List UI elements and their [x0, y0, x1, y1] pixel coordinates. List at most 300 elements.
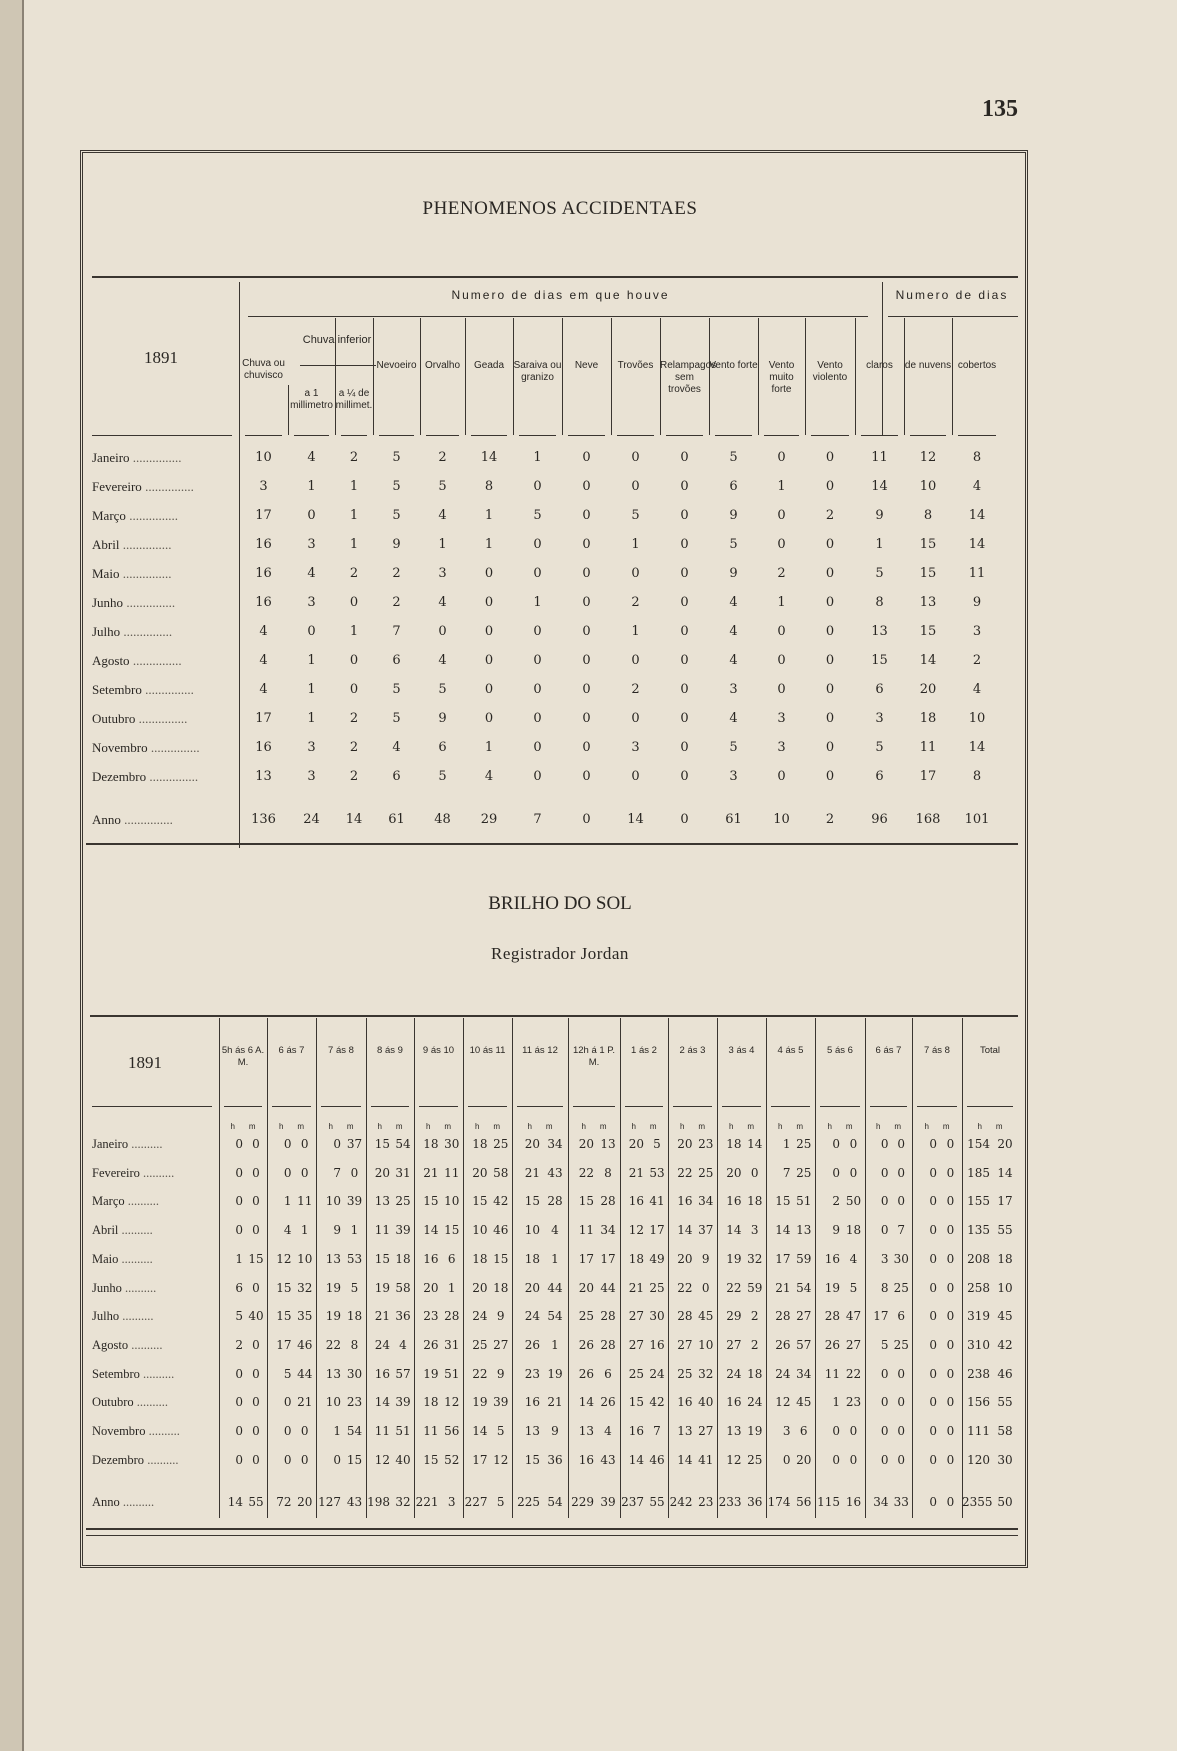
leader-dots: ............... [123, 595, 176, 610]
table2-hours: 1 [782, 1137, 791, 1151]
table2-minutes: 12 [493, 1452, 509, 1467]
table2-minutes: 44 [600, 1280, 616, 1295]
table2-minutes: 12 [444, 1395, 460, 1410]
table1-cell: 0 [825, 682, 835, 697]
table2-hours: 11 [824, 1366, 840, 1381]
table2-top-rule [90, 1015, 1018, 1017]
table1-cell: 4 [484, 769, 494, 784]
table2-hours: 22 [578, 1165, 594, 1180]
table2-minutes: 22 [845, 1366, 862, 1381]
table2-hours: 15 [472, 1194, 488, 1209]
table2-minutes: 25 [649, 1280, 665, 1295]
table2-hours: 10 [472, 1223, 488, 1238]
table1-column-header: Orvalho [424, 360, 460, 371]
table2-minutes: 25 [493, 1137, 509, 1151]
table2-subtitle: Registrador Jordan [491, 944, 629, 963]
table2-minutes: 25 [747, 1452, 763, 1467]
table2-minutes: 32 [297, 1280, 313, 1295]
table2-minutes: 18 [395, 1251, 411, 1266]
page-number: 135 [982, 96, 1018, 122]
table1-cell: 17 [255, 508, 272, 523]
table2-hours: 242 [669, 1495, 693, 1510]
unit-m: m [942, 1122, 950, 1131]
table1-cell: 0 [484, 653, 494, 668]
column-divider [465, 318, 466, 435]
table2-minutes: 15 [493, 1251, 509, 1266]
table2-hours: 11 [374, 1223, 390, 1238]
unit-h: h [777, 1122, 783, 1131]
table2-minutes: 11 [297, 1194, 313, 1209]
table1-cell: 96 [871, 812, 888, 827]
table1-cell: 6 [875, 769, 884, 784]
table2-hours: 14 [472, 1424, 488, 1438]
month-name: Abril [92, 537, 120, 552]
table1-cell: 29 [480, 812, 498, 827]
header-underline [910, 435, 946, 436]
table1-cell: 168 [915, 812, 941, 827]
table1-cell: 13 [255, 769, 272, 784]
table2-hours: 0 [929, 1495, 937, 1510]
table1-cell: 13 [871, 624, 888, 639]
table2-hours: 111 [967, 1424, 990, 1438]
table2-hours: 2355 [962, 1495, 993, 1510]
table1-cell: 2 [631, 595, 640, 610]
table1-cell: 1 [438, 537, 447, 552]
table2-hours: 17 [775, 1251, 791, 1266]
table1-cell: 0 [825, 653, 835, 668]
month-name: Março [92, 1194, 125, 1209]
table2-minutes: 0 [252, 1194, 260, 1209]
header-underline [722, 1106, 761, 1107]
table2-hours: 0 [235, 1366, 243, 1381]
table1-cell: 4 [729, 595, 738, 610]
table2-month-label [92, 1133, 162, 1155]
table1-cell: 4 [259, 682, 268, 697]
table2-hours: 18 [472, 1251, 488, 1266]
table1-column-header: Saraiva ou granizo [513, 360, 562, 383]
table1-cell: 1 [777, 479, 786, 494]
table2-minutes: 1 [300, 1223, 309, 1238]
table2-hours: 0 [929, 1395, 937, 1410]
table1-cell: 0 [533, 769, 542, 784]
table2-hours: 5 [283, 1366, 292, 1381]
table2-minutes: 15 [444, 1223, 460, 1238]
table2-minutes: 0 [300, 1424, 309, 1438]
table2-hours: 28 [677, 1309, 693, 1324]
table2-minutes: 27 [493, 1337, 509, 1352]
table2-minutes: 14 [997, 1165, 1013, 1180]
month-name: Junho [92, 595, 124, 610]
leader-dots: ............... [146, 769, 199, 784]
table1-cell: 0 [777, 624, 786, 639]
table2-hours: 14 [578, 1395, 594, 1410]
unit-h: h [679, 1122, 685, 1131]
table2-minutes: 0 [252, 1280, 260, 1295]
table2-hours: 9 [832, 1223, 840, 1238]
table2-hours: 11 [374, 1424, 390, 1438]
table2-hours: 15 [374, 1137, 390, 1151]
subgroup-underline [300, 365, 376, 366]
table2-minutes: 0 [897, 1424, 906, 1438]
table1-cell: 7 [392, 624, 401, 639]
table2-minutes: 0 [252, 1366, 260, 1381]
leader-dots: .......... [128, 1337, 163, 1352]
header-underline [967, 1106, 1013, 1107]
table2-month-label [92, 1219, 153, 1241]
table2-hours: 115 [817, 1495, 840, 1510]
table2-minutes: 0 [946, 1452, 955, 1467]
table2-hours: 14 [677, 1223, 693, 1238]
table2-hours: 24 [524, 1309, 540, 1324]
table1-cell: 0 [582, 711, 591, 726]
table2-minutes: 23 [698, 1495, 714, 1510]
table2-minutes: 36 [395, 1309, 411, 1324]
table2-minutes: 59 [796, 1251, 812, 1266]
table2-hours: 0 [782, 1452, 791, 1467]
table2-minutes: 0 [897, 1137, 906, 1151]
table1-cell: 16 [255, 740, 272, 755]
table1-cell: 0 [533, 479, 542, 494]
table2-minutes: 36 [747, 1495, 763, 1510]
table2-hours: 208 [967, 1251, 990, 1266]
leader-dots: .......... [128, 1137, 163, 1151]
table2-hours: 0 [880, 1137, 889, 1151]
table2-minutes: 11 [444, 1165, 460, 1180]
table2-minutes: 54 [547, 1495, 563, 1510]
table2-month-label [92, 1420, 180, 1442]
table1-cell: 5 [875, 566, 884, 581]
table2-hours: 16 [374, 1366, 390, 1381]
table2-minutes: 44 [547, 1280, 563, 1295]
table1-cell: 0 [484, 566, 494, 581]
table2-minutes: 4 [551, 1223, 559, 1238]
table2-minutes: 21 [297, 1395, 313, 1410]
unit-h: h [377, 1122, 382, 1131]
table2-minutes: 5 [653, 1137, 661, 1151]
table2-minutes: 0 [701, 1280, 710, 1295]
table1-cell: 5 [875, 740, 884, 755]
table2-minutes: 50 [845, 1194, 862, 1209]
table2-hours: 1 [333, 1424, 341, 1438]
table1-cell: 2 [972, 653, 982, 668]
table1-column-header: Trovões [617, 360, 654, 371]
table1-cell: 5 [729, 740, 738, 755]
table2-minutes: 18 [747, 1194, 763, 1209]
column-divider [420, 318, 421, 435]
table1-cell: 0 [825, 479, 835, 494]
table2-minutes: 39 [395, 1395, 411, 1410]
column-divider [709, 318, 710, 435]
table2-hours: 238 [967, 1366, 990, 1381]
header-underline [471, 435, 507, 436]
table2-hours: 15 [423, 1452, 439, 1467]
table2-minutes: 55 [997, 1223, 1013, 1238]
table2-hours: 13 [524, 1424, 540, 1438]
table1-cell: 0 [825, 711, 835, 726]
table1-cell: 0 [533, 740, 542, 755]
header-underline [419, 1106, 458, 1107]
table2-hours: 16 [524, 1395, 540, 1410]
table1-cell: 9 [875, 508, 884, 523]
table2-hours: 0 [929, 1366, 937, 1381]
table2-minutes: 25 [796, 1137, 812, 1151]
table2-year: 1891 [128, 1053, 162, 1072]
table2-minutes: 0 [849, 1452, 858, 1467]
table1-month-label [92, 476, 194, 498]
table1-group-header-2: Numero de dias [895, 288, 1009, 302]
table2-hours: 24 [374, 1337, 390, 1352]
month-name: Setembro [92, 1366, 140, 1381]
header-underline [715, 435, 752, 436]
unit-m: m [493, 1122, 501, 1131]
table2-minutes: 28 [444, 1309, 460, 1324]
header-underline [625, 1106, 663, 1107]
table2-minutes: 7 [897, 1223, 906, 1238]
table2-hours: 12 [775, 1395, 791, 1410]
table1-cell: 9 [392, 537, 401, 552]
table2-minutes: 5 [496, 1424, 505, 1438]
table2-minutes: 19 [547, 1366, 563, 1381]
month-name: Novembro [92, 740, 148, 755]
table2-minutes: 55 [248, 1495, 264, 1510]
table1-cell: 0 [777, 769, 786, 784]
table2-minutes: 36 [547, 1452, 563, 1467]
table1-cell: 3 [729, 682, 738, 697]
table1-cell: 4 [307, 566, 316, 581]
table2-hours: 18 [524, 1251, 540, 1266]
table2-month-label [92, 1363, 174, 1385]
table2-hours: 17 [472, 1452, 488, 1467]
table2-minutes: 45 [997, 1309, 1013, 1324]
header-underline [272, 1106, 311, 1107]
table1-cell: 0 [484, 595, 494, 610]
table1-cell: 5 [392, 479, 401, 494]
table2-hours: 16 [677, 1194, 693, 1209]
table1-cell: 0 [680, 450, 689, 465]
month-name: Dezembro [92, 769, 147, 784]
unit-label [717, 1122, 766, 1131]
table1-cell: 0 [349, 682, 359, 697]
table1-cell: 3 [631, 740, 640, 755]
table2-minutes: 0 [897, 1452, 906, 1467]
table2-minutes: 0 [252, 1137, 260, 1151]
table2-hours: 19 [374, 1280, 390, 1295]
table2-hours: 21 [628, 1165, 644, 1180]
table1-cell: 14 [968, 508, 986, 523]
table1-cell: 10 [968, 711, 986, 726]
table1-cell: 10 [919, 479, 937, 494]
table2-column-header: 12h á 1 P. M. [572, 1045, 616, 1068]
month-name: Fevereiro [92, 1165, 140, 1180]
table2-hours: 16 [628, 1424, 644, 1438]
table2-hours: 2 [235, 1337, 243, 1352]
header-underline [568, 435, 605, 436]
table1-column-header: Nevoeiro [376, 360, 417, 371]
table2-hours: 26 [775, 1337, 791, 1352]
table2-minutes: 35 [297, 1309, 313, 1324]
table2-hours: 21 [628, 1280, 644, 1295]
table2-minutes: 24 [649, 1366, 665, 1381]
table2-hours: 26 [824, 1337, 840, 1352]
table2-minutes: 0 [897, 1165, 906, 1180]
header-underline [617, 435, 654, 436]
table2-minutes: 0 [849, 1424, 858, 1438]
table2-hours: 20 [524, 1137, 540, 1151]
table2-hours: 10 [524, 1223, 540, 1238]
table2-hours: 72 [276, 1495, 292, 1510]
table2-minutes: 37 [698, 1223, 714, 1238]
table1-month-label [92, 650, 182, 672]
table2-minutes: 51 [395, 1424, 411, 1438]
table1-cell: 16 [255, 537, 272, 552]
table2-minutes: 46 [649, 1452, 665, 1467]
table2-hours: 198 [367, 1495, 390, 1510]
table1-column-header: Vento muito forte [768, 360, 795, 395]
table2-minutes: 58 [493, 1165, 509, 1180]
header-underline [468, 1106, 507, 1107]
table2-hours: 25 [628, 1366, 644, 1381]
table2-minutes: 0 [946, 1280, 955, 1295]
table2-hours: 26 [524, 1337, 540, 1352]
table1-month-label [92, 621, 172, 643]
table1-month-label [92, 563, 171, 585]
table2-hours: 11 [423, 1424, 439, 1438]
table1-cell: 0 [533, 566, 542, 581]
table1-cell: 8 [923, 508, 933, 523]
table2-hours: 1 [283, 1194, 292, 1209]
table1-cell: 17 [919, 769, 937, 784]
table2-minutes: 1 [551, 1251, 559, 1266]
table2-hours: 135 [967, 1223, 990, 1238]
table2-hours: 155 [967, 1194, 990, 1209]
table2-month-label [92, 1449, 178, 1471]
table2-minutes: 16 [845, 1495, 862, 1510]
table1-cell: 5 [729, 450, 738, 465]
table2-hours: 0 [929, 1194, 937, 1209]
unit-label [512, 1122, 568, 1131]
table2-hours: 19 [472, 1395, 488, 1410]
table2-hours: 15 [276, 1280, 292, 1295]
table2-hours: 0 [283, 1137, 292, 1151]
table2-minutes: 34 [796, 1366, 812, 1381]
table2-minutes: 56 [796, 1495, 812, 1510]
table2-hours: 25 [677, 1366, 693, 1381]
table2-hours: 225 [517, 1495, 540, 1510]
header-underline [673, 1106, 712, 1107]
table1-cell: 8 [972, 450, 982, 465]
column-divider [562, 318, 563, 435]
table2-hours: 0 [333, 1452, 341, 1467]
unit-h: h [728, 1122, 734, 1131]
table2-hours: 13 [578, 1424, 594, 1438]
table2-hours: 14 [227, 1495, 243, 1510]
table2-hours: 0 [880, 1194, 889, 1209]
table1-cell: 0 [825, 740, 835, 755]
table2-minutes: 42 [493, 1194, 509, 1209]
table1-cell: 15 [919, 566, 937, 581]
table2-hours: 14 [726, 1223, 742, 1238]
unit-h: h [977, 1122, 982, 1131]
table2-minutes: 34 [698, 1194, 714, 1209]
table2-minutes: 16 [649, 1337, 665, 1352]
table2-hours: 28 [775, 1309, 791, 1324]
table2-hours: 0 [283, 1165, 292, 1180]
table2-hours: 3 [880, 1251, 889, 1266]
table2-minutes: 25 [395, 1194, 411, 1209]
table1-cell: 6 [392, 769, 401, 784]
table2-minutes: 23 [346, 1395, 363, 1410]
table2-hours: 0 [929, 1280, 937, 1295]
table2-hours: 15 [775, 1194, 791, 1209]
unit-h: h [278, 1122, 284, 1131]
table1-cell: 8 [484, 479, 494, 494]
table2-minutes: 4 [604, 1424, 612, 1438]
table2-minutes: 27 [796, 1309, 812, 1324]
unit-label [463, 1122, 512, 1131]
table2-hours: 12 [374, 1452, 390, 1467]
table1-cell: 3 [307, 769, 316, 784]
table1-cell: 0 [680, 537, 689, 552]
table2-hours: 20 [726, 1165, 742, 1180]
table2-hours: 20 [472, 1280, 488, 1295]
table2-hours: 20 [677, 1137, 693, 1151]
table2-minutes: 51 [796, 1194, 812, 1209]
table2-minutes: 18 [346, 1309, 363, 1324]
unit-label [219, 1122, 267, 1131]
table2-hours: 19 [824, 1280, 840, 1295]
table1-cell: 5 [533, 508, 542, 523]
table2-hours: 1 [235, 1251, 243, 1266]
table2-hours: 185 [967, 1165, 990, 1180]
table1-cell: 0 [825, 566, 835, 581]
table2-minutes: 23 [698, 1137, 714, 1151]
table2-hours: 0 [880, 1223, 889, 1238]
unit-m: m [649, 1122, 657, 1131]
table2-bottom-rule [86, 1535, 1018, 1536]
table2-hours: 26 [578, 1366, 594, 1381]
header-underline [371, 1106, 409, 1107]
unit-h: h [631, 1122, 636, 1131]
header-underline [426, 435, 459, 436]
table2-minutes: 7 [653, 1424, 661, 1438]
table1-cell: 0 [680, 624, 689, 639]
table1-cell: 2 [349, 711, 359, 726]
table2-hours: 0 [235, 1395, 243, 1410]
table2-minutes: 0 [252, 1395, 260, 1410]
table2-hours: 16 [578, 1452, 594, 1467]
table2-hours: 0 [235, 1452, 243, 1467]
table2-hours: 26 [423, 1337, 439, 1352]
table1-cell: 0 [631, 479, 640, 494]
leader-dots: .......... [119, 1309, 154, 1324]
table2-minutes: 40 [248, 1309, 264, 1324]
table1-cell: 5 [392, 508, 401, 523]
table1-cell: 5 [392, 450, 401, 465]
table1-cell: 2 [349, 769, 359, 784]
table2-hours: 0 [929, 1165, 937, 1180]
table2-hours: 14 [775, 1223, 791, 1238]
table1-cell: 0 [484, 711, 494, 726]
month-name: Dezembro [92, 1452, 145, 1467]
table1-cell: 3 [777, 711, 786, 726]
table1-cell: 6 [875, 682, 884, 697]
table2-hours: 28 [824, 1309, 840, 1324]
table1-cell: 9 [972, 595, 982, 610]
table2-minutes: 6 [604, 1366, 612, 1381]
table2-minutes: 34 [547, 1137, 563, 1151]
table2-minutes: 28 [600, 1194, 616, 1209]
table2-hours: 24 [726, 1366, 742, 1381]
